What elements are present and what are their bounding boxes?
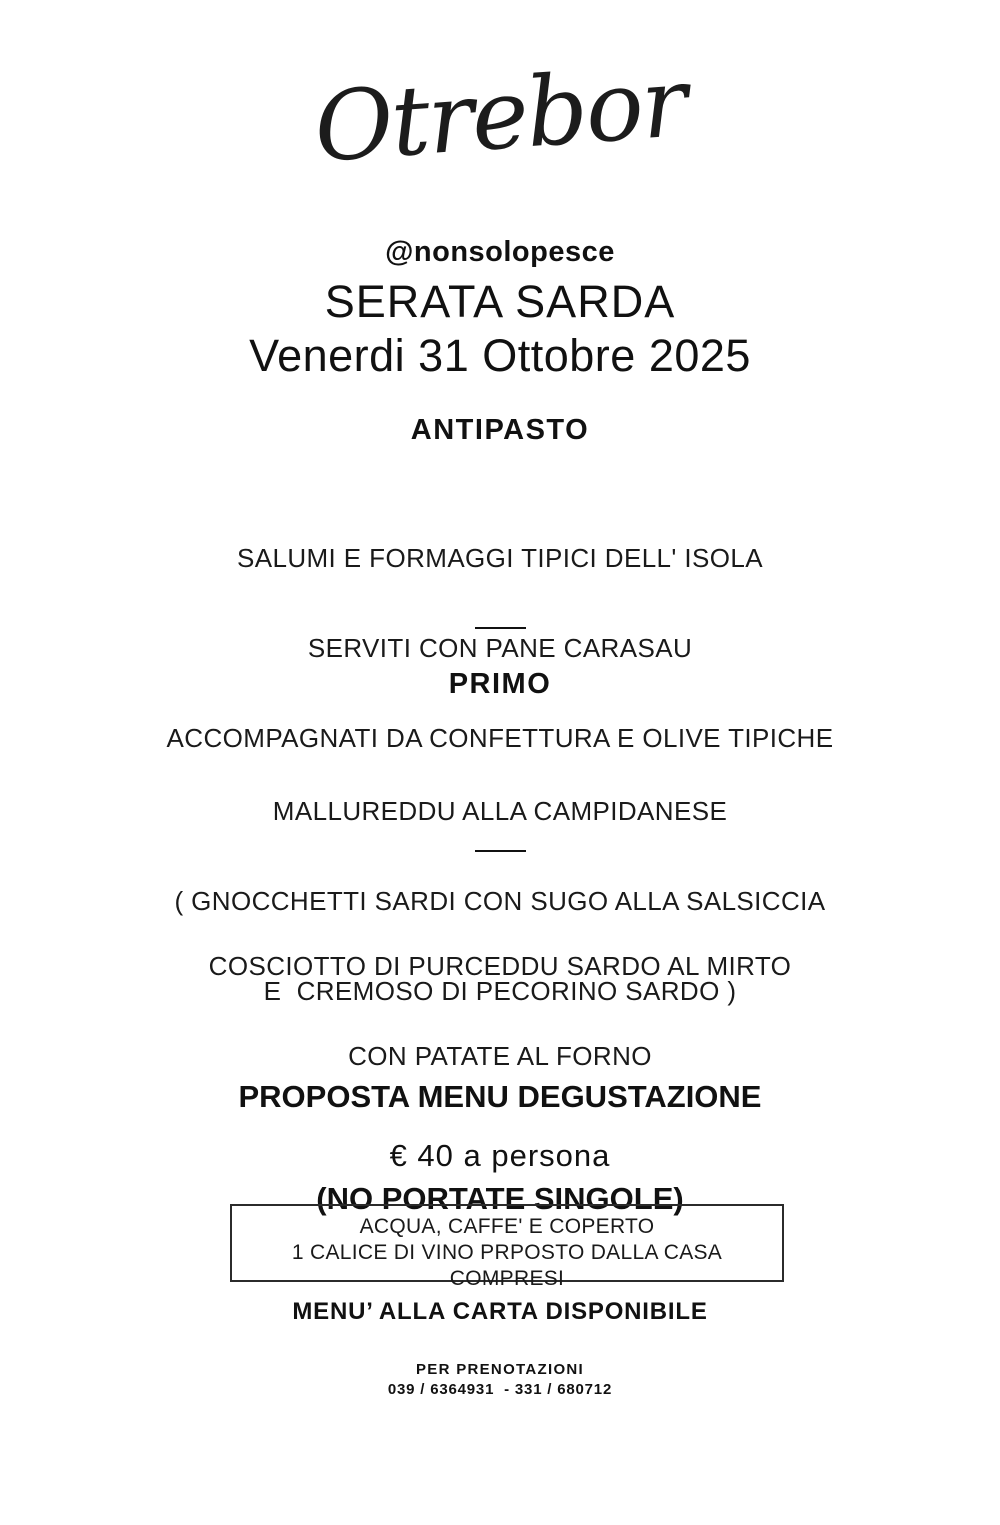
menu-item-line: ( GNOCCHETTI SARDI CON SUGO ALLA SALSICCIA [174, 886, 826, 916]
menu-item-line: MALLUREDDU ALLA CAMPIDANESE [272, 796, 728, 826]
primo-heading: PRIMO [448, 668, 552, 700]
menu-item-line: E CREMOSO DI PECORINO SARDO ) [263, 976, 737, 1006]
included-item-line: ACQUA, CAFFE' E COPERTO [359, 1215, 655, 1238]
tasting-menu-heading-line: PROPOSTA MENU DEGUSTAZIONE [238, 1079, 762, 1114]
menu-item-line: ACCOMPAGNATI DA CONFETTURA E OLIVE TIPICHE [166, 723, 834, 753]
tasting-menu-heading-line: (NO PORTATE SINGOLE) [316, 1181, 684, 1216]
event-title: SERATA SARDA [324, 276, 676, 327]
included-items-box [230, 1204, 784, 1290]
included-item-line: 1 CALICE DI VINO PRPOSTO DALLA CASA COMPRESI [291, 1241, 735, 1290]
a-la-carte-note: MENU’ ALLA CARTA DISPONIBILE [292, 1298, 708, 1325]
antipasto-heading: ANTIPASTO [410, 414, 590, 446]
menu-item-line: SALUMI E FORMAGGI TIPICI DELL' ISOLA [236, 543, 763, 573]
menu-item-line: SERVITI CON PANE CARASAU [307, 633, 693, 663]
brand-logo: Otrebor [310, 46, 689, 184]
section-divider [475, 627, 526, 629]
social-handle: @nonsolopesce [385, 236, 615, 268]
reservations-label: PER PRENOTAZIONI [415, 1361, 585, 1378]
price-per-person: € 40 a persona [389, 1138, 611, 1173]
reservations-phone-numbers: 039 / 6364931 - 331 / 680712 [387, 1381, 613, 1398]
section-divider [475, 850, 526, 852]
event-date: Venerdi 31 Ottobre 2025 [249, 330, 751, 381]
menu-item-line: CON PATATE AL FORNO [348, 1041, 652, 1071]
menu-item-line: COSCIOTTO DI PURCEDDU SARDO AL MIRTO [208, 951, 792, 981]
